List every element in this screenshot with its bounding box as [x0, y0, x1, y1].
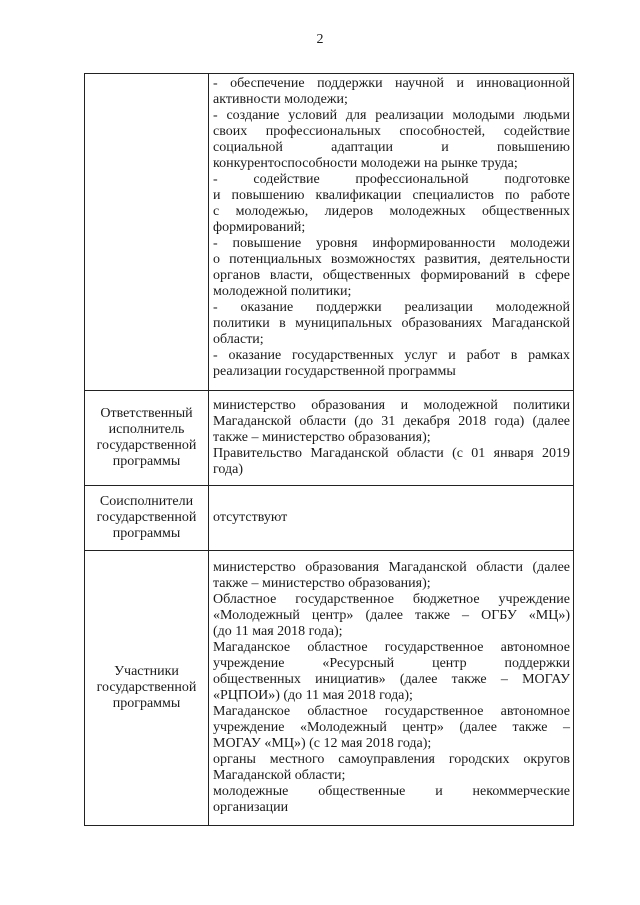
text-line: Правительство Магаданской области (с 01 января 2019 — [213, 446, 570, 461]
text-line: «Молодежный центр» (далее также – ОГБУ «МЦ») — [213, 608, 570, 623]
program-passport-table — [84, 73, 574, 826]
text-line: общественных инициатив» (далее также – МОГАУ — [213, 672, 570, 687]
goals-content-cell — [209, 74, 574, 391]
text-line: года) — [213, 462, 243, 477]
co-executors-value-cell: отсутствуют — [209, 486, 574, 551]
text-line: с молодежью, лидеров молодежных общественных — [213, 204, 570, 219]
text-line: о потенциальных возможностях развития, деятельности — [213, 252, 570, 267]
responsible-label-cell: Ответственный исполнитель государственной программы — [85, 391, 209, 486]
text-line: области; — [213, 332, 264, 347]
text-line: - повышение уровня информированности молодежи — [213, 236, 570, 251]
text-line: органов власти, общественных формирований в сфере — [213, 268, 570, 283]
text-line: учреждение «Молодежный центр» (далее также – — [213, 720, 570, 735]
text-line: министерство образования и молодежной политики — [213, 398, 570, 413]
text-line: Областное государственное бюджетное учреждение — [213, 592, 570, 607]
text-line: также – министерство образования); — [213, 576, 431, 591]
text-line: и повышению квалификации специалистов по работе — [213, 188, 570, 203]
text-line: Магаданской области (до 31 декабря 2018 года) (далее — [213, 414, 570, 429]
table-row-participants — [85, 551, 574, 826]
text-line: молодежной политики; — [213, 284, 352, 299]
table-row-responsible — [85, 391, 574, 486]
text-line: - оказание государственных услуг и работ в рамках — [213, 348, 570, 363]
text-line: МОГАУ «МЦ») (с 12 мая 2018 года); — [213, 736, 432, 751]
text-line: (до 11 мая 2018 года); — [213, 624, 343, 639]
text-line: учреждение «Ресурсный центр поддержки — [213, 656, 570, 671]
text-line: - оказание поддержки реализации молодежной — [213, 300, 570, 315]
table-row-goals — [85, 74, 574, 391]
page-number: 2 — [316, 32, 324, 47]
text-line: также – министерство образования); — [213, 430, 431, 445]
responsible-content-cell — [209, 391, 574, 486]
text-line: конкурентоспособности молодежи на рынке труда; — [213, 156, 518, 171]
co-executors-label-cell: Соисполнители государственной программы — [85, 486, 209, 551]
text-line: активности молодежи; — [213, 92, 348, 107]
text-line: реализации государственной программы — [213, 364, 456, 379]
text-line: социальной адаптации и повышению — [213, 140, 570, 155]
table-row-co-executors — [85, 486, 574, 551]
goals-label-cell — [85, 74, 209, 391]
text-line: - обеспечение поддержки научной и инновационной — [213, 76, 570, 91]
text-line: своих профессиональных способностей, содействие — [213, 124, 570, 139]
text-line: - создание условий для реализации молодыми людьми — [213, 108, 570, 123]
text-line: - содействие профессиональной подготовке — [213, 172, 570, 187]
participants-content-cell — [209, 551, 574, 826]
text-line: «РЦПОИ») (до 11 мая 2018 года); — [213, 688, 413, 703]
text-line: Магаданской области; — [213, 768, 346, 783]
text-line: Магаданское областное государственное автономное — [213, 640, 570, 655]
text-line: организации — [213, 800, 289, 815]
text-line: Магаданское областное государственное автономное — [213, 704, 570, 719]
text-line: министерство образования Магаданской области (далее — [213, 560, 570, 575]
text-line: органы местного самоуправления городских округов — [213, 752, 570, 767]
participants-label-cell: Участники государственной программы — [85, 551, 209, 826]
text-line: молодежные общественные и некоммерческие — [213, 784, 570, 799]
text-line: политики в муниципальных образованиях Магаданской — [213, 316, 570, 331]
text-line: формирований; — [213, 220, 306, 235]
